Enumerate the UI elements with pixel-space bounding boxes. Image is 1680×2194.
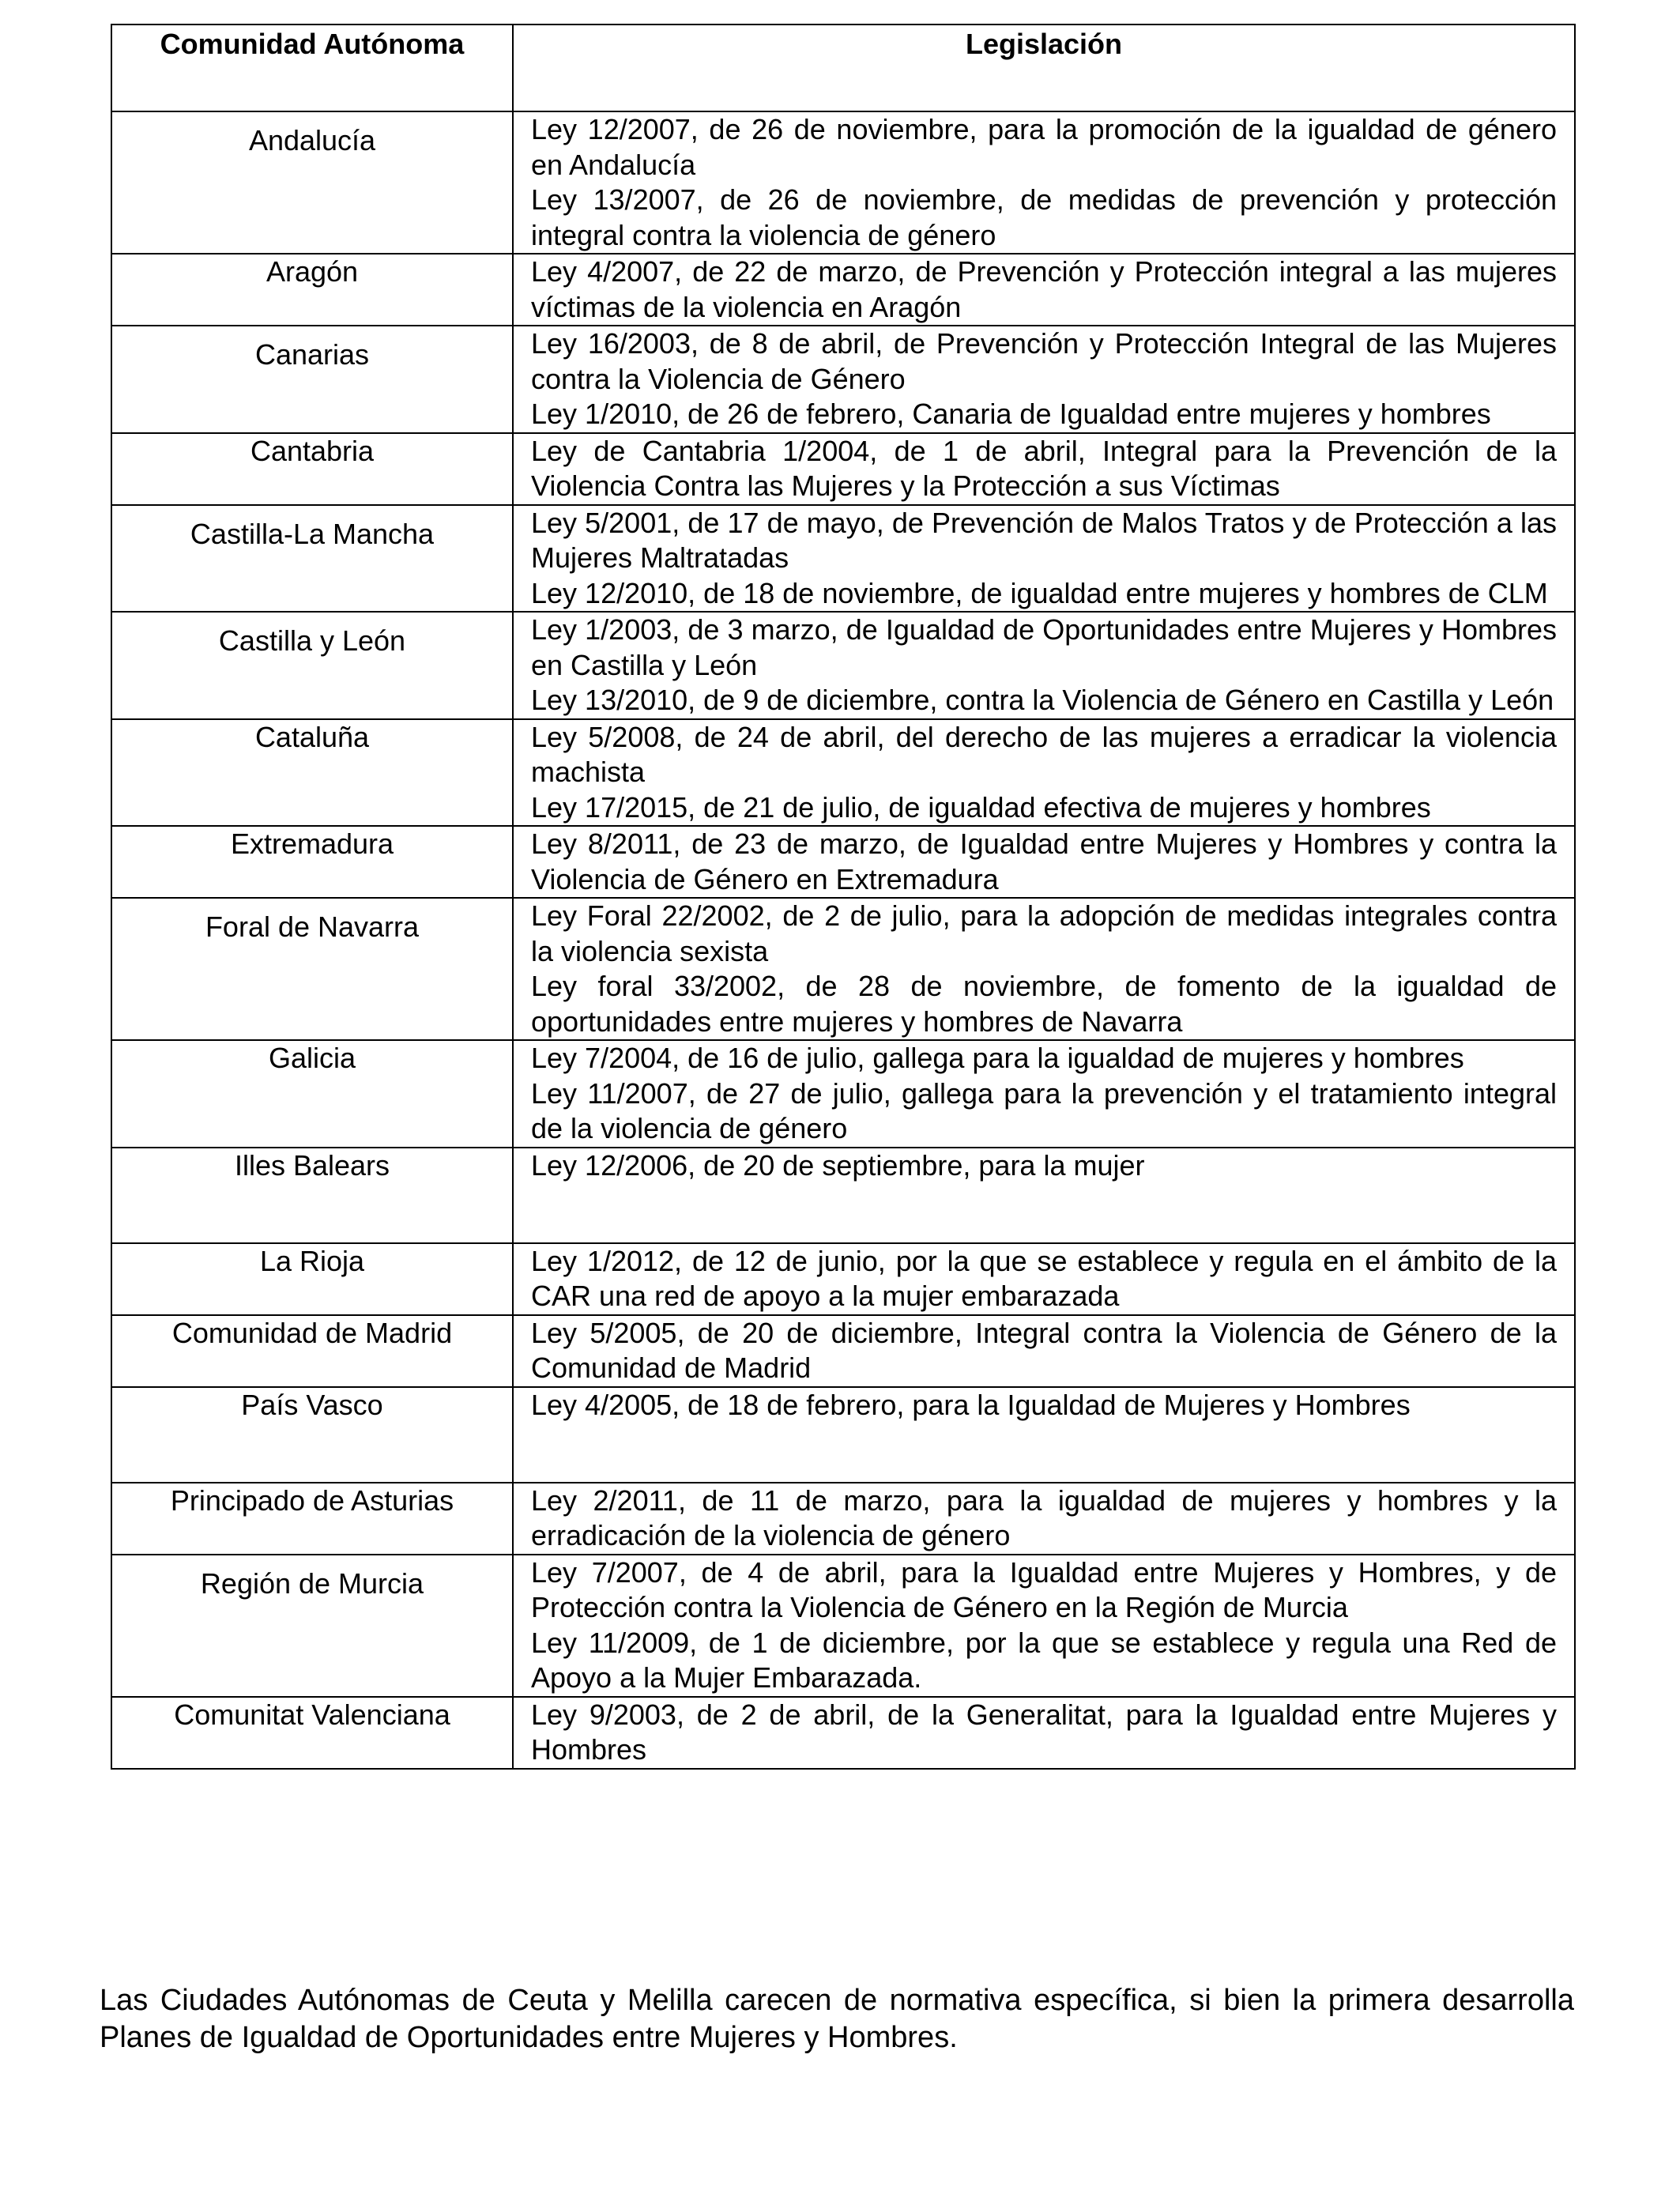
law-entry: Ley 5/2001, de 17 de mayo, de Prevención de Malos Tratos y de Protección a las Mujeres Maltratadas [531,506,1557,574]
region-cell: País Vasco [111,1387,513,1483]
legislation-cell [513,1148,1575,1243]
region-cell: Aragón [111,254,513,326]
region-cell: Extremadura [111,826,513,898]
law-entry: Ley 5/2008, de 24 de abril, del derecho de las mujeres a erradicar la violencia machista [531,720,1557,788]
legislation-cell [513,826,1575,898]
law-entry: Ley de Cantabria 1/2004, de 1 de abril, Integral para la Prevención de la Violencia Contra las Mujeres y la Protección a sus Víctimas [531,434,1557,502]
table-row [111,612,1575,719]
table-row [111,1387,1575,1483]
region-cell: Cataluña [111,719,513,827]
law-entry: Ley 4/2007, de 22 de marzo, de Prevención y Protección integral a las mujeres víctimas de la violencia en Aragón [531,255,1557,323]
law-entry: Ley 8/2011, de 23 de marzo, de Igualdad entre Mujeres y Hombres y contra la Violencia de Género en Extremadura [531,827,1557,895]
table-body [111,111,1575,1769]
law-entry: Ley 11/2009, de 1 de diciembre, por la que se establece y regula una Red de Apoyo a la Mujer Embarazada. [531,1626,1557,1694]
table-row [111,1148,1575,1243]
region-cell: Canarias [111,326,513,433]
legislation-cell [513,1387,1575,1483]
law-entry: Ley 7/2004, de 16 de julio, gallega para la igualdad de mujeres y hombres [531,1042,1464,1074]
legislation-cell [513,505,1575,613]
legislation-cell [513,111,1575,254]
law-entry: Ley 13/2007, de 26 de noviembre, de medidas de prevención y protección integral contra la violencia de género [531,183,1557,251]
region-cell: Comunitat Valenciana [111,1697,513,1769]
legislation-cell [513,719,1575,827]
legislation-cell [513,326,1575,433]
table-row [111,1483,1575,1555]
law-entry: Ley 12/2006, de 20 de septiembre, para la mujer [531,1148,1145,1182]
region-cell: Comunidad de Madrid [111,1315,513,1387]
law-entry: Ley 1/2003, de 3 marzo, de Igualdad de Oportunidades entre Mujeres y Hombres en Castilla y León [531,613,1557,681]
region-cell: Galicia [111,1040,513,1148]
law-entry: Ley foral 33/2002, de 28 de noviembre, de fomento de la igualdad de oportunidades entre mujeres y hombres de Navarra [531,970,1557,1038]
table-row [111,826,1575,898]
table-row [111,326,1575,433]
law-entry: Ley 7/2007, de 4 de abril, para la Igualdad entre Mujeres y Hombres, y de Protección contra la Violencia de Género en la Región de Murcia [531,1555,1557,1623]
law-entry: Ley 11/2007, de 27 de julio, gallega para la prevención y el tratamiento integral de la violencia de género [531,1076,1557,1144]
law-entry: Ley 1/2010, de 26 de febrero, Canaria de Igualdad entre mujeres y hombres [531,398,1491,430]
table-row [111,1697,1575,1769]
table-header-row [111,25,1575,111]
legislation-cell [513,1315,1575,1387]
legislation-cell [513,1243,1575,1315]
region-cell: Castilla y León [111,612,513,719]
table-row [111,719,1575,827]
table-row [111,1315,1575,1387]
region-cell: Illes Balears [111,1148,513,1243]
region-cell: Cantabria [111,433,513,505]
law-entry: Ley 12/2010, de 18 de noviembre, de igualdad entre mujeres y hombres de CLM [531,576,1548,609]
law-entry: Ley 4/2005, de 18 de febrero, para la Igualdad de Mujeres y Hombres [531,1388,1411,1421]
law-entry: Ley Foral 22/2002, de 2 de julio, para la adopción de medidas integrales contra la violencia sexista [531,899,1557,967]
table-row [111,433,1575,505]
law-entry: Ley 2/2011, de 11 de marzo, para la igualdad de mujeres y hombres y la erradicación de la violencia de género [531,1483,1557,1551]
legislation-cell [513,1555,1575,1697]
law-entry: Ley 17/2015, de 21 de julio, de igualdad efectiva de mujeres y hombres [531,790,1431,824]
law-entry: Ley 13/2010, de 9 de diciembre, contra la Violencia de Género en Castilla y León [531,684,1554,716]
law-entry: Ley 5/2005, de 20 de diciembre, Integral contra la Violencia de Género de la Comunidad de Madrid [531,1316,1557,1384]
table-row [111,254,1575,326]
legislation-cell [513,1040,1575,1148]
region-cell: Castilla-La Mancha [111,505,513,613]
law-entry: Ley 16/2003, de 8 de abril, de Prevención y Protección Integral de las Mujeres contra la Violencia de Género [531,327,1557,395]
table-row [111,1555,1575,1697]
region-cell: Región de Murcia [111,1555,513,1697]
legislation-cell [513,1483,1575,1555]
table-row [111,1040,1575,1148]
table-row [111,898,1575,1040]
table-row [111,505,1575,613]
region-cell: Principado de Asturias [111,1483,513,1555]
legislation-cell [513,612,1575,719]
legislation-table [111,24,1576,1770]
legislation-cell [513,433,1575,505]
legislation-cell [513,1697,1575,1769]
region-cell: Andalucía [111,111,513,254]
footer-note: Las Ciudades Autónomas de Ceuta y Melilla carecen de normativa específica, si bien la primera desarrolla Planes de Igualdad de Oportunidades entre Mujeres y Hombres. [100,1984,1574,2054]
column-header-legislation: Legislación [513,25,1575,111]
legislation-cell [513,898,1575,1040]
table-row [111,1243,1575,1315]
law-entry: Ley 1/2012, de 12 de junio, por la que se establece y regula en el ámbito de la CAR una red de apoyo a la mujer embarazada [531,1244,1557,1312]
table-row [111,111,1575,254]
region-cell: La Rioja [111,1243,513,1315]
region-cell: Foral de Navarra [111,898,513,1040]
law-entry: Ley 9/2003, de 2 de abril, de la Generalitat, para la Igualdad entre Mujeres y Hombres [531,1698,1557,1766]
legislation-cell [513,254,1575,326]
column-header-community: Comunidad Autónoma [111,25,513,111]
law-entry: Ley 12/2007, de 26 de noviembre, para la promoción de la igualdad de género en Andalucía [531,113,1557,181]
